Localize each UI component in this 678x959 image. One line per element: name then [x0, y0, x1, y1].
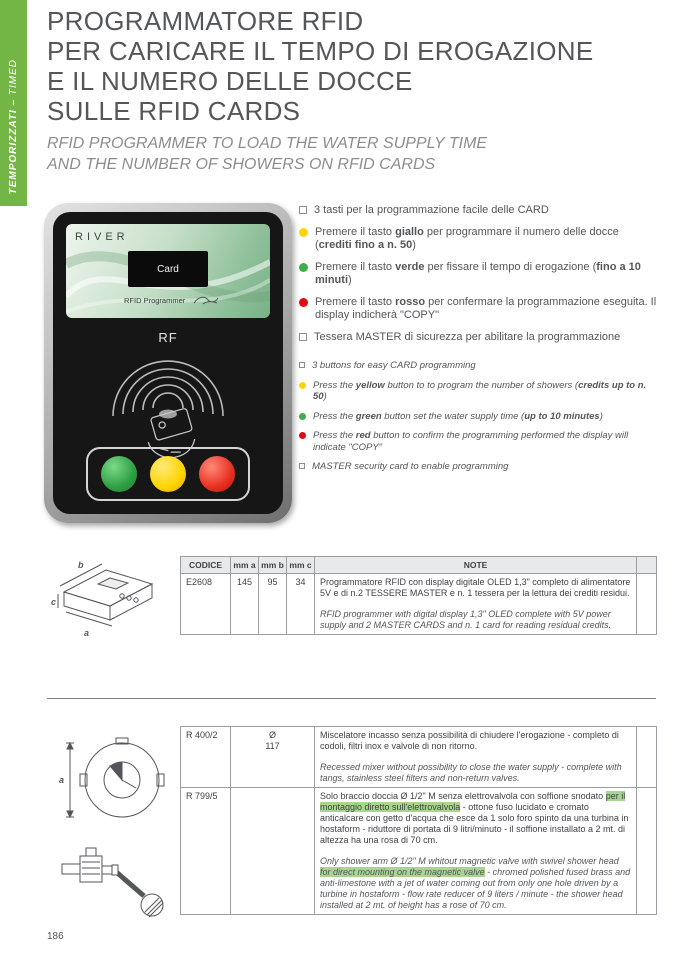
feature-list [299, 204, 657, 481]
table-row [181, 727, 657, 788]
feature-item [299, 411, 657, 423]
note-english: Recessed mixer without possibility to close the water supply - complete with tangs, stainless steel filters and non-return valves. [320, 762, 622, 783]
feature-text: Premere il tasto giallo per programmare il numero delle docce (crediti fino a n. 50) [315, 225, 619, 251]
checkbox-bullet-icon [299, 463, 305, 469]
empty-cell [637, 727, 657, 788]
mixer-dimension-drawing [56, 730, 171, 832]
subtitle-line: RFID PROGRAMMER TO LOAD THE WATER SUPPLY TIME [47, 135, 488, 152]
col-header-note: NOTE [315, 557, 637, 574]
dimension-c-value: 34 [287, 574, 315, 635]
feature-item [299, 430, 657, 453]
diameter-number: 117 [265, 741, 280, 751]
dimension-b-value: 95 [259, 574, 287, 635]
feature-item [299, 360, 657, 372]
title-line: E IL NUMERO DELLE DOCCE [47, 66, 413, 96]
note-italian: Miscelatore incasso senza possibilità di chiudere l'erogazione - completo di codoli, filtri inox e valvole di non ritorno. [320, 730, 619, 751]
col-header-empty [637, 557, 657, 574]
accessories-table [180, 726, 657, 915]
note-italian: Programmatore RFID con display digitale OLED 1,3" completo di alimentatore 5V e di n.2 TESSERE MASTER e n. 1 tessera per la lettura dei crediti residui. [320, 577, 631, 598]
page-title [47, 6, 593, 126]
note-italian: Solo braccio doccia Ø 1/2" M senza elettrovalvola con soffione snodato per il montaggio diretto sull'elettrovalvola - ottone fuso lucidato e cromato anticalcare con getto d'acqua che esce da 1 solo foro spinto da una turbina in hostaform - riduttore di portata di 9 litri/minuto - il soffione installato a 2 mt. di altezza ha una rosa di 70 cm. [320, 791, 629, 845]
red-dot-icon [299, 432, 306, 439]
note-english: Only shower arm Ø 1/2" M whitout magnetic valve with swivel shower head for direct mounting on the magnetic valve - chromed polished fused brass and anti-limestone with a jet of water coming out from only one hole driven by a turbine in hostaform - flow rate reducer of 9 liters / minute - the shower head installed at 2 mt. of height has a rose of 70 cm. [320, 856, 631, 910]
checkbox-bullet-icon [299, 362, 305, 368]
title-line: SULLE RFID CARDS [47, 96, 301, 126]
product-note [315, 788, 637, 915]
yellow-dot-icon [299, 382, 306, 389]
title-line: PROGRAMMATORE RFID [47, 6, 364, 36]
empty-cell [637, 788, 657, 915]
dimension-label-c: c [51, 597, 57, 607]
feature-text: 3 buttons for easy CARD programming [312, 360, 476, 371]
yellow-dot-icon [299, 228, 308, 237]
green-dot-icon [299, 413, 306, 420]
dimension-label-a: a [59, 775, 65, 785]
table-row [181, 788, 657, 915]
col-header-mm-a: mm a [231, 557, 259, 574]
feature-text: MASTER security card to enable programming [312, 461, 509, 472]
feature-text: Premere il tasto rosso per confermare la programmazione eseguita. Il display indicherà "COPY" [315, 295, 657, 321]
feature-text: Press the green button set the water supply time (up to 10 minutes) [313, 410, 603, 422]
feature-text: Press the yellow button to to program the number of showers (credits up to n. 50) [313, 379, 647, 402]
diameter-value [231, 788, 315, 915]
page-subtitle [47, 133, 487, 175]
rfid-programmer-photo [44, 203, 292, 523]
feature-text: Press the red button to confirm the programming performed the display will indicate "COPY" [313, 430, 629, 453]
green-button [101, 456, 137, 492]
red-dot-icon [299, 298, 308, 307]
device-display [128, 251, 208, 287]
col-header-mm-b: mm b [259, 557, 287, 574]
brand-label: RIVER [75, 231, 129, 243]
yellow-button [150, 456, 186, 492]
spec-table [180, 556, 657, 635]
category-sidebar [0, 0, 27, 206]
feature-item [299, 296, 657, 323]
red-button [199, 456, 235, 492]
empty-cell [637, 574, 657, 635]
features-italian [299, 204, 657, 344]
checkbox-bullet-icon [299, 333, 307, 341]
page-number: 186 [47, 931, 64, 942]
dimension-label-a: a [84, 628, 90, 638]
button-panel [86, 447, 250, 501]
feature-text: 3 tasti per la programmazione facile delle CARD [314, 204, 549, 216]
feature-item [299, 226, 657, 253]
device-body [53, 212, 283, 514]
dimension-label-b: b [78, 560, 84, 570]
product-note [315, 727, 637, 788]
feature-item [299, 461, 657, 473]
col-header-mm-c: mm c [287, 557, 315, 574]
feature-item [299, 204, 657, 218]
green-dot-icon [299, 263, 308, 272]
product-note [315, 574, 637, 635]
checkbox-bullet-icon [299, 206, 307, 214]
table-row [181, 574, 657, 635]
feature-item [299, 380, 657, 403]
brand-swirl-icon [193, 294, 219, 306]
section-divider [47, 698, 656, 699]
valve-arm-drawing [52, 838, 177, 933]
dimension-a-value: 145 [231, 574, 259, 635]
product-code: R 799/5 [181, 788, 231, 915]
screen-caption-row [124, 294, 219, 306]
features-english [299, 360, 657, 473]
spec-table-header-row [181, 557, 657, 574]
product-code: R 400/2 [181, 727, 231, 788]
diameter-symbol: Ø [268, 730, 276, 740]
feature-text: Premere il tasto verde per fissare il tempo di erogazione (fino a 10 minuti) [315, 260, 641, 286]
title-line: PER CARICARE IL TEMPO DI EROGAZIONE [47, 36, 594, 66]
screen-caption: RFID Programmer [124, 295, 186, 305]
subtitle-line: AND THE NUMBER OF SHOWERS ON RFID CARDS [47, 156, 436, 173]
device-screen [66, 224, 270, 318]
feature-item [299, 331, 657, 345]
diameter-value [231, 727, 315, 788]
display-text: Card [157, 263, 179, 275]
rf-label: RF [158, 330, 178, 345]
feature-item [299, 261, 657, 288]
device-dimension-drawing [50, 556, 175, 656]
product-code: E2608 [181, 574, 231, 635]
feature-text: Tessera MASTER di sicurezza per abilitare la programmazione [314, 330, 621, 343]
category-label: TEMPORIZZATI – TIMED [8, 58, 19, 194]
note-english: RFID programmer with digital display 1,3" OLED complete with 5V power supply and 2 MASTER CARDS and n. 1 card for reading residual credits. [320, 609, 612, 630]
col-header-codice: CODICE [181, 557, 231, 574]
